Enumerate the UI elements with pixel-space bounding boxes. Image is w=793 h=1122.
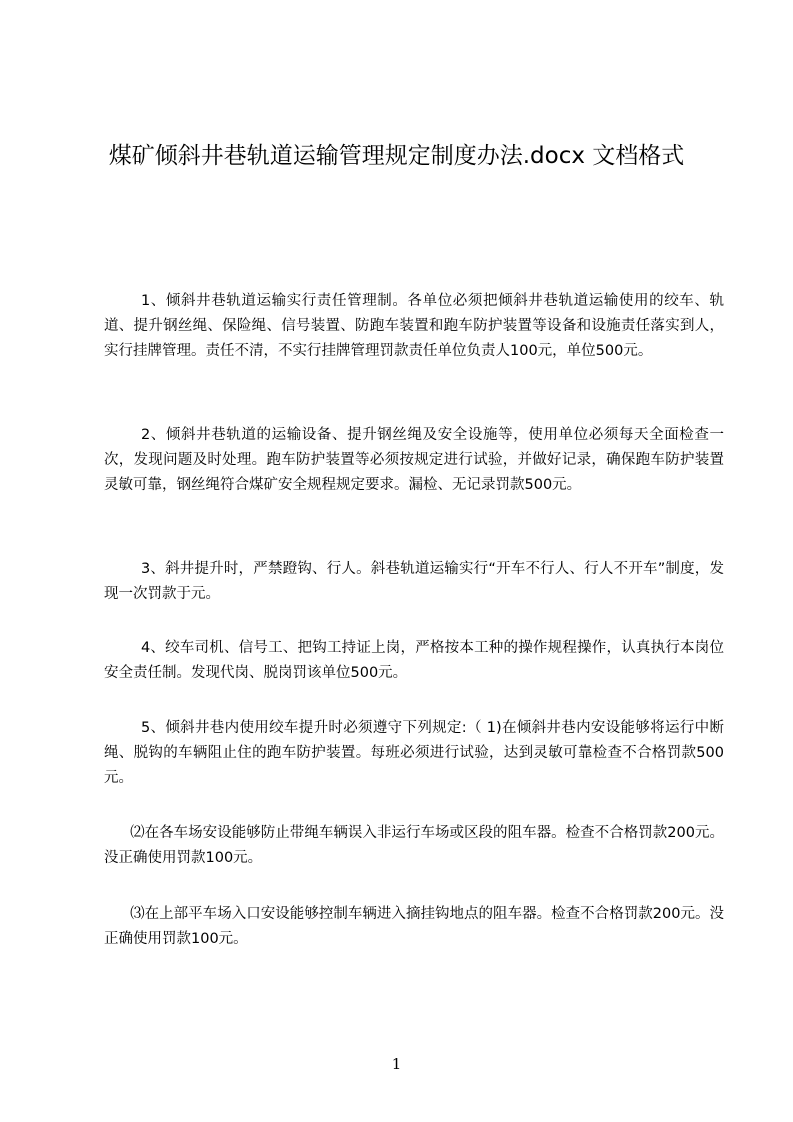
paragraph-3: 3、斜井提升时，严禁蹬钩、行人。斜巷轨道运输实行“开车不行人、行人不开车”制度，发现一次罚款于元。 [104,561,724,602]
paragraph-1: 1、倾斜井巷轨道运输实行责任管理制。各单位必须把倾斜井巷轨道运输使用的绞车、轨道、提升钢丝绳、保险绳、信号装置、防跑车装置和跑车防护装置等设备和设施责任落实到人，实行挂牌管理。责任不清，不实行挂牌管理罚款责任单位负责人100元，单位500元。 [104,293,724,359]
paragraph-4: 4、绞车司机、信号工、把钩工持证上岗，严格按本工种的操作规程操作，认真执行本岗位安全责任制。发现代岗、脱岗罚该单位500元。 [104,640,724,681]
paragraph-6: ⑵在各车场安设能够防止带绳车辆误入非运行车场或区段的阻车器。检查不合格罚款200元。没正确使用罚款100元。 [104,825,724,866]
document-title: 煤矿倾斜井巷轨道运输管理规定制度办法.docx 文档格式 [108,143,685,169]
paragraph-7: ⑶在上部平车场入口安设能够控制车辆进入摘挂钩地点的阻车器。检查不合格罚款200元。没正确使用罚款100元。 [104,906,724,947]
paragraph-5: 5、倾斜井巷内使用绞车提升时必须遵守下列规定:（ 1)在倾斜井巷内安设能够将运行中断绳、脱钩的车辆阻止住的跑车防护装置。每班必须进行试验，达到灵敏可靠检查不合格罚款500元。 [104,720,724,786]
paragraph-2: 2、倾斜井巷轨道的运输设备、提升钢丝绳及安全设施等，使用单位必须每天全面检查一次，发现问题及时处理。跑车防护装置等必须按规定进行试验，并做好记录，确保跑车防护装置灵敏可靠，钢丝绳符合煤矿安全规程规定要求。漏检、无记录罚款500元。 [104,427,724,493]
page-number: 1 [391,1055,402,1073]
